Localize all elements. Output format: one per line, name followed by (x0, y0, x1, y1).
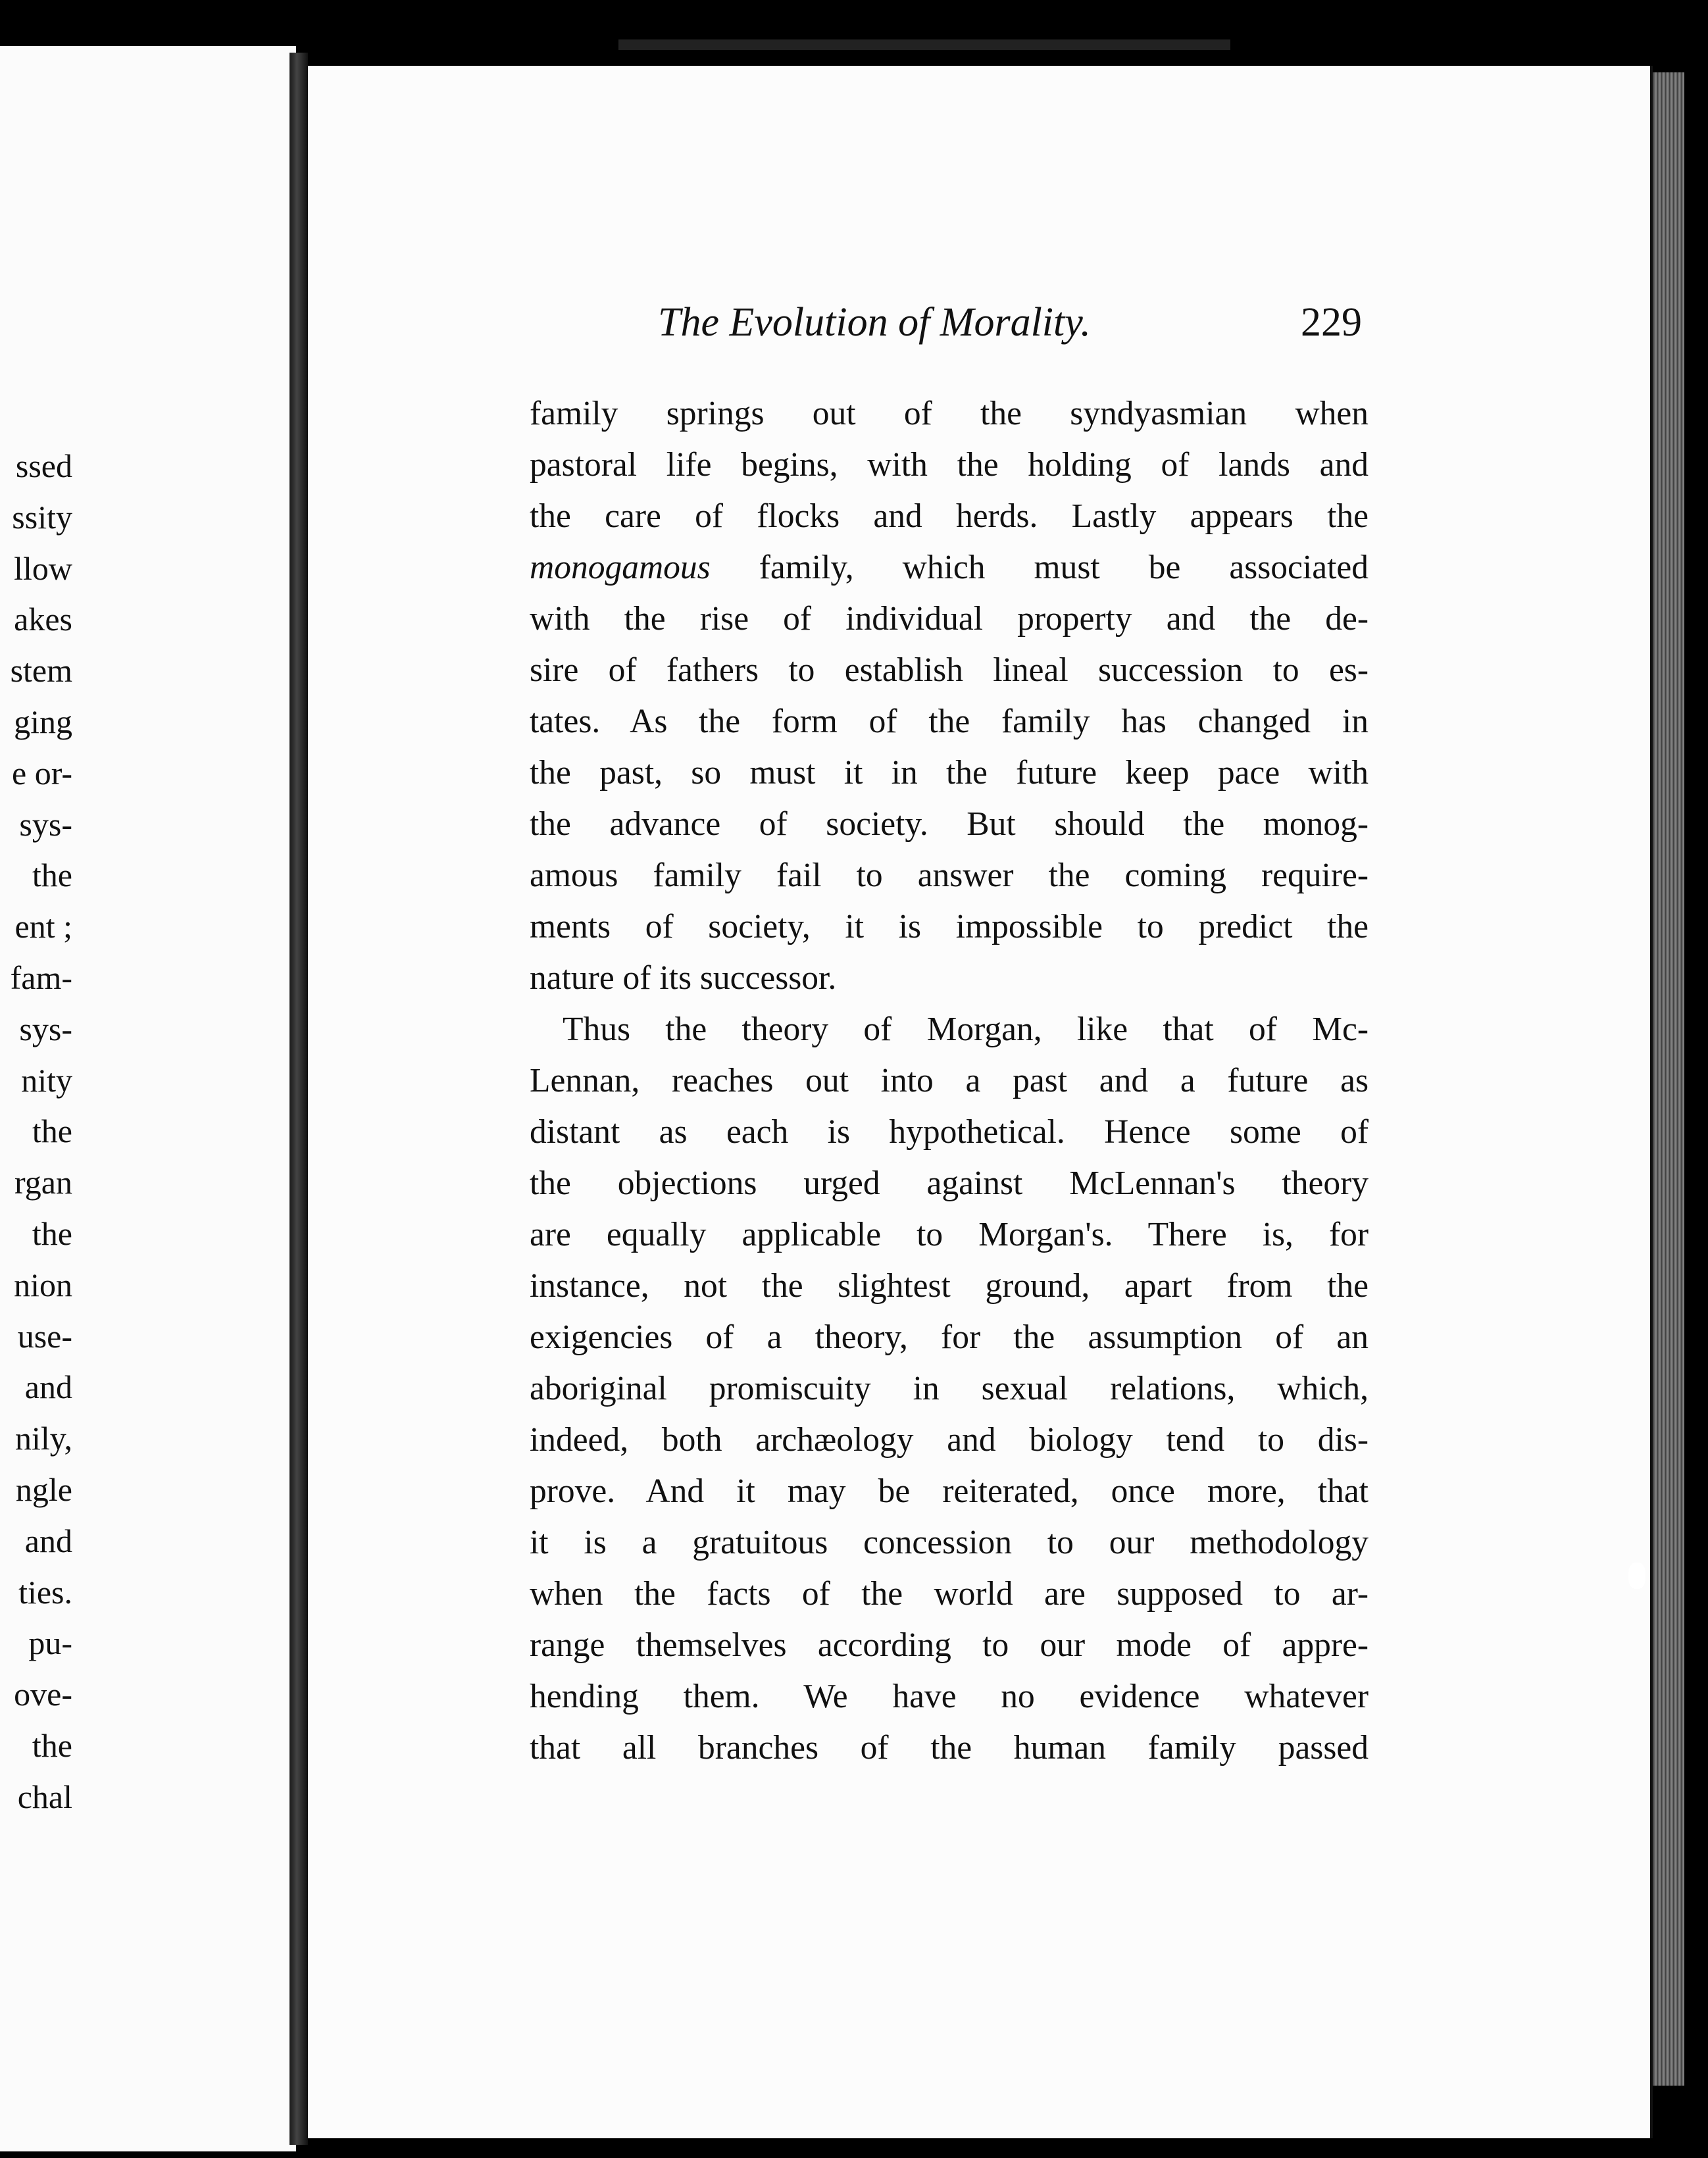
fragment-line: the (32, 1113, 72, 1150)
fragment-line: ssity (12, 498, 72, 536)
text-line (530, 542, 1369, 593)
fragment-line: ove- (14, 1676, 72, 1713)
text-line: the past, so must it in the future keep pace with (530, 754, 1369, 791)
text-line: exigencies of a theory, for the assumption of an (530, 1318, 1369, 1356)
text-line: with the rise of individual property and the de- (530, 600, 1369, 638)
fragment-line: and (24, 1522, 72, 1559)
fragment-line: nity (21, 1061, 72, 1099)
fragment-line: and (24, 1368, 72, 1406)
text-line: family springs out of the syndyasmian when (530, 395, 1369, 432)
text-line: nature of its successor. (530, 959, 837, 997)
text-line: the advance of society. But should the monog- (530, 805, 1369, 843)
fragment-line: nion (14, 1266, 72, 1303)
text-line: are equally applicable to Morgan's. There is, for (530, 1216, 1369, 1253)
fragment-line: sys- (19, 805, 72, 843)
scan-edge-bar (618, 39, 1230, 50)
text-line: when the facts of the world are supposed to ar- (530, 1575, 1369, 1613)
text-line: hending them. We have no evidence whatever (530, 1678, 1369, 1715)
book-gutter (289, 53, 308, 2145)
running-head-title: The Evolution of Morality. (658, 300, 1091, 345)
fragment-line: fam- (10, 959, 72, 996)
paragraph-1 (530, 388, 1369, 1004)
fragment-line: rgan (14, 1164, 72, 1201)
text-line: distant as each is hypothetical. Hence some of (530, 1113, 1369, 1151)
fragment-line: the (32, 1726, 72, 1764)
fragment-line: pu- (28, 1624, 72, 1662)
fragment-line: llow (14, 549, 72, 587)
fragment-line: akes (14, 601, 72, 638)
fragment-line: sys- (19, 1010, 72, 1047)
fragment-line: e or- (12, 754, 72, 791)
text-line: pastoral life begins, with the holding of lands and (530, 446, 1369, 484)
paragraph-2 (530, 1004, 1369, 1774)
fragment-line: ssed (15, 447, 72, 484)
text-line: Thus the theory of Morgan, like that of Mc- (563, 1011, 1369, 1048)
text-line: indeed, both archæology and biology tend to dis- (530, 1421, 1369, 1459)
fragment-line: ngle (15, 1470, 72, 1508)
text-line: amous family fail to answer the coming require- (530, 857, 1369, 894)
text-line: prove. And it may be reiterated, once more, that (530, 1472, 1369, 1510)
text-line: ments of society, it is impossible to predict the (530, 908, 1369, 945)
text-line: aboriginal promiscuity in sexual relations, which, (530, 1370, 1369, 1407)
text-line: the care of flocks and herds. Lastly appears the (530, 497, 1369, 535)
text-line: the objections urged against McLennan's theory (530, 1165, 1369, 1202)
previous-page (0, 46, 296, 2151)
fragment-line: stem (10, 652, 72, 690)
paper-speck (1628, 1563, 1645, 1589)
previous-page-text (7, 441, 296, 1823)
text-line: it is a gratuitous concession to our methodology (530, 1524, 1369, 1561)
fragment-line: use- (17, 1317, 72, 1355)
fragment-line: ties. (18, 1573, 72, 1611)
text-line: tates. As the form of the family has changed in (530, 703, 1369, 740)
running-head (658, 299, 1362, 352)
fragment-line: chal (17, 1778, 72, 1815)
body-text (530, 388, 1369, 1774)
italic-word: monogamous (530, 549, 711, 586)
text-run: family, which must be associated (710, 549, 1369, 586)
text-line: range themselves according to our mode of appre- (530, 1626, 1369, 1664)
fragment-line: the (32, 857, 72, 894)
text-line: sire of fathers to establish lineal succession to es- (530, 651, 1369, 689)
fragment-line: ent ; (14, 908, 72, 945)
fragment-line: nily, (14, 1420, 72, 1457)
page-number: 229 (1301, 300, 1362, 345)
text-line: instance, not the slightest ground, apart from the (530, 1267, 1369, 1305)
fragment-line: the (32, 1215, 72, 1252)
text-line: that all branches of the human family passed (530, 1729, 1369, 1767)
text-line: Lennan, reaches out into a past and a future as (530, 1062, 1369, 1099)
fragment-line: ging (14, 703, 72, 740)
